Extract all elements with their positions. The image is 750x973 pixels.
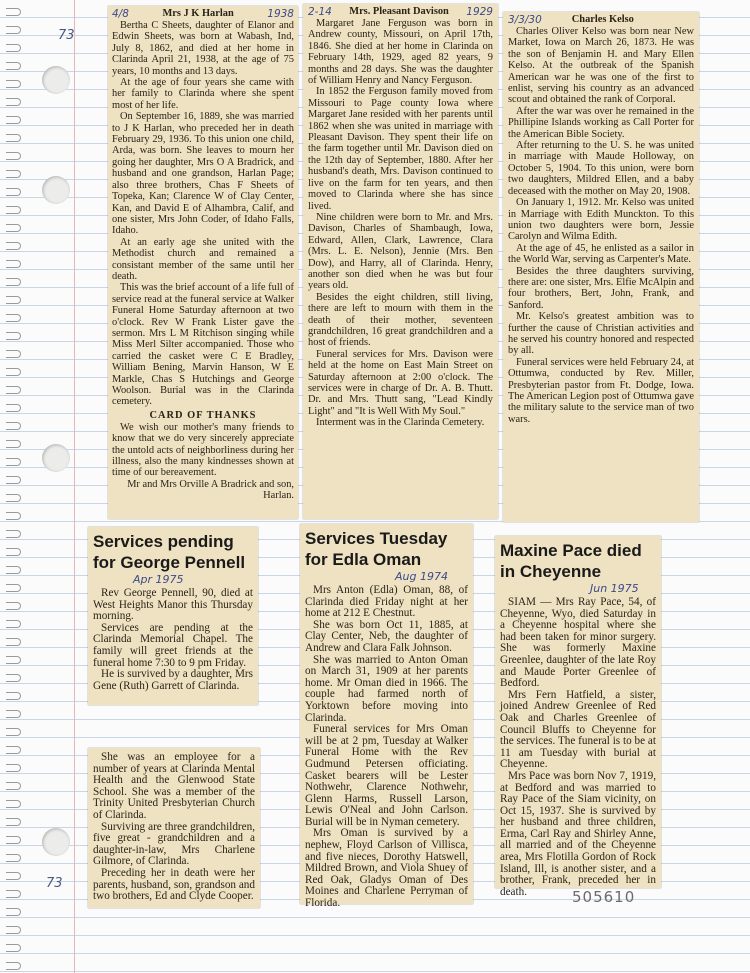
spiral-coil	[6, 818, 21, 826]
clipping-header	[112, 8, 294, 20]
spiral-coil	[6, 620, 21, 628]
obituary-title: Charles Kelso	[571, 14, 634, 25]
obituary-paragraph: She was born Oct 11, 1885, at Clay Center, Neb, the daughter of Andrew and Clara Falk Johnson.	[305, 618, 468, 654]
spiral-coil	[6, 422, 21, 430]
obituary-paragraph: Margaret Jane Ferguson was born in Andrew county, Missouri, on April 17th, 1846. She died at her home in Clarinda on February 14th, 1929, aged 82 years, 9 months and 28 days. She was the daughter of William Henry and Nancy Ferguson.	[308, 18, 493, 87]
spiral-coil	[6, 836, 21, 844]
obituary-paragraph: She was married to Anton Oman on March 31, 1909 at her parents home. Mr Oman died in 1966. The couple had farmed north of Yorktown before moving into Clarinda.	[305, 653, 468, 724]
obituary-paragraph: After returning to the U. S. he was united in marriage with Maude Holloway, on October 5, 1904. To this union, were born two daughters, Mildred Ellen, and a baby deceased with the mother on May 20, 1908.	[508, 140, 694, 197]
spiral-coil	[6, 782, 21, 790]
spiral-coil	[6, 80, 21, 88]
clipping-harlan	[108, 6, 298, 519]
obituary-paragraph: In 1852 the Ferguson family moved from Missouri to Page county Iowa where Margaret Jane resided with her parents until 1862 when she was united in marriage with Pleasant Davison. They spent their life on the farm together until Mr. Davison died on the 12th day of September, 1880. After her husband's death, Mrs. Davison continued to live on the farm for ten years, and then moved to Clarinda where she has since lived.	[308, 86, 493, 212]
obituary-paragraph: After the war was over he remained in the Phillipine Islands working as Call Porter for the American Bible Society.	[508, 105, 694, 140]
obituary-paragraph: Bertha C Sheets, daughter of Elanor and Edwin Sheets, was born at Wabash, Ind, July 8, 1862, and died at her home in Clarinda April 21, 1938, at the age of 75 years, 10 months and 13 days.	[112, 20, 294, 77]
spiral-coil	[6, 638, 21, 646]
spiral-coil	[6, 116, 21, 124]
spiral-coil	[6, 800, 21, 808]
obituary-paragraph: Mrs Fern Hatfield, a sister, joined Andrew Greenlee of Red Oak and Charles Greenlee of Council Bluffs to Cheyenne for the services. The funeral is to be at 11 am Tuesday with burial at Cheyenne.	[500, 688, 656, 771]
spiral-coil	[6, 350, 21, 358]
spiral-coil	[6, 98, 21, 106]
spiral-coil	[6, 746, 21, 754]
obituary-paragraph: Funeral services for Mrs Oman will be at 2 pm, Tuesday at Walker Funeral Home with the Rev Gudmund Petersen officiating. Casket bearers will be Lester Nothwehr, Clarence Nothwehr, Glenn Harms, Russell Larson, Lewis O'Neal and John Carlson. Burial will be in Nyman cemetery.	[305, 723, 468, 828]
obituary-paragraph: Preceding her in death were her parents, husband, son, grandson and two brothers, Ed and Clyde Cooper.	[93, 866, 255, 903]
date-note: 3/3/30	[508, 14, 542, 26]
spiral-coil	[6, 926, 21, 934]
spiral-coil	[6, 242, 21, 250]
spiral-coil	[6, 872, 21, 880]
date-note: Aug 1974	[395, 570, 448, 583]
spiral-coil	[6, 188, 21, 196]
obituary-paragraph: Mrs Oman is survived by a nephew, Floyd Carlson of Villisca, and five nieces, Dorothy Hatswell, Mildred Brown, and Viola Shuey of Red Oak, Gladys Oman of Des Moines and Charlene Perryman of Florida.	[305, 827, 468, 910]
spiral-coil	[6, 494, 21, 502]
spiral-coil	[6, 62, 21, 70]
card-of-thanks-text: We wish our mother's many friends to know that we do very sincerely appreciate the untold acts of neighborliness during her illness, also the many kindnesses shown at time of our bereavement.	[112, 421, 294, 479]
obituary-paragraph: Mr. Kelso's greatest ambition was to further the cause of Christian activities and he served his country honored and respected by all.	[508, 311, 694, 357]
punch-hole	[42, 444, 70, 472]
margin-note: 73	[46, 876, 63, 891]
card-of-thanks-heading: CARD OF THANKS	[149, 409, 257, 421]
punch-hole	[42, 828, 70, 856]
clipping-davison	[303, 4, 498, 519]
spiral-coil	[6, 44, 21, 52]
obituary-paragraph: On September 16, 1889, she was married to J K Harlan, who preceded her in death February 29, 1936. To this union one child, Arda, was born. She leaves to mourn her going her daughter, Mrs O A Bradrick, and husband and one grandson, Harlan Page; also three brothers, Chas F Sheets of Topeka, Kan; Clarence W of Clay Center, Kan, and David E of Alhambra, Calif, and one sister, Mrs John Coder, of Idaho Falls, Idaho.	[112, 111, 294, 237]
date-note: 4/8	[112, 8, 129, 20]
spiral-coil	[6, 278, 21, 286]
spiral-coil	[6, 656, 21, 664]
spiral-coil	[6, 512, 21, 520]
obituary-paragraph: This was the brief account of a life full of service read at the funeral service at Walker Funeral Home Saturday afternoon at two o'clock. Rev W Frank Lister gave the sermon. Mrs L M Ritchison singing while Miss Merl Silter accompanied. Those who carried the casket were C E Bradley, William Bening, Marvin Hanson, W E Markle, Chas S Hutchings and George Woolson. Burial was in the Clarinda cemetery.	[112, 282, 294, 408]
spiral-coil	[6, 170, 21, 178]
date-note: Apr 1975	[133, 573, 184, 586]
spiral-coil	[6, 26, 21, 34]
spiral-coil	[6, 944, 21, 952]
spiral-coil	[6, 152, 21, 160]
punch-hole	[42, 176, 70, 204]
spiral-coil	[6, 8, 21, 16]
obituary-paragraph: Services are pending at the Clarinda Memorial Chapel. The family will greet friends at the funeral home 7:30 to 9 pm Friday.	[93, 621, 253, 669]
spiral-coil	[6, 854, 21, 862]
obituary-paragraph: At the age of 45, he enlisted as a sailor in the World War, serving as Carpenter's Mate.	[508, 242, 694, 266]
spiral-coil	[6, 530, 21, 538]
spiral-coil	[6, 386, 21, 394]
obituary-paragraph: Besides the three daughters surviving, there are: one sister, Mrs. Elfie McAlpin and four brothers, Bert, John, Frank, and Sanford.	[508, 265, 694, 311]
spiral-coil	[6, 602, 21, 610]
year-note: 1929	[466, 6, 493, 18]
obituary-paragraph: Nine children were born to Mr. and Mrs. Davison, Charles of Shambaugh, Iowa, Edward, Allen, Clark, Lawrence, Clara (Mrs. L. E. Nelson), Jennie (Mrs. Ben Dow), and Harry, all of Clarinda. Henry, another son died when he was but four years old.	[308, 211, 493, 292]
spiral-coil	[6, 440, 21, 448]
spiral-coil	[6, 134, 21, 142]
spiral-coil	[6, 548, 21, 556]
spiral-coil	[6, 458, 21, 466]
spiral-coil	[6, 908, 21, 916]
obituary-paragraph: Mrs Pace was born Nov 7, 1919, at Bedford and was married to Ray Pace of the Siam vicinity, on Oct 15, 1937. She is survived by her husband and three children, Erma, Carl Ray and Shirley Anne, all married and of the Cheyenne area, Mrs Flotilla Gordon of Rock Island, Ill, is another sister, and a brother, Frank, preceded her in death.	[500, 769, 656, 898]
clipping-header	[508, 14, 694, 26]
obituary-paragraph: Rev George Pennell, 90, died at West Heights Manor this Thursday morning.	[93, 587, 253, 623]
spiral-coil	[6, 206, 21, 214]
spiral-coil	[6, 332, 21, 340]
date-note: Jun 1975	[590, 582, 639, 595]
spiral-coil	[6, 476, 21, 484]
spiral-coil	[6, 728, 21, 736]
spiral-coil	[6, 890, 21, 898]
clipping-employee	[88, 748, 260, 908]
date-note: 2-14	[308, 6, 332, 18]
spiral-coil	[6, 260, 21, 268]
obituary-paragraph: She was an employee for a number of years at Clarinda Mental Health and the Glenwood State School. She was a member of the Trinity United Presbyterian Church of Clarinda.	[93, 751, 255, 821]
obituary-paragraph: Mrs Anton (Edla) Oman, 88, of Clarinda died Friday night at her home at 212 E Chestnut.	[305, 584, 468, 620]
obituary-paragraph: On January 1, 1912. Mr. Kelso was united in Marriage with Edith Munckton. To this union two daughters were born, Jessie Carolyn and Wilma Edith.	[508, 197, 694, 243]
spiral-binding	[0, 0, 24, 973]
spiral-coil	[6, 584, 21, 592]
spiral-coil	[6, 314, 21, 322]
margin-rule	[74, 0, 75, 973]
clipping-kelso	[503, 12, 699, 522]
obituary-paragraph: Surviving are three grandchildren, five great - grandchildren and a daughter-in-law, Mrs Charlene Gilmore, of Clarinda.	[93, 820, 255, 868]
spiral-coil	[6, 224, 21, 232]
headline: Services Tuesday for Edla Oman	[305, 529, 448, 569]
obituary-paragraph: At the age of four years she came with her family to Clarinda where she spent most of her life.	[112, 77, 294, 111]
obituary-paragraph: At an early age she united with the Methodist church and remained a consistant member of the same until her death.	[112, 236, 294, 282]
spiral-coil	[6, 566, 21, 574]
obituary-paragraph: Funeral services were held February 24, at Ottumwa, conducted by Rev. Miller, Presbyterian pastor from Ft. Dodge, Iowa. The American Legion post of Ottumwa gave the military salute to the service man of two wars.	[508, 356, 694, 425]
spiral-coil	[6, 692, 21, 700]
spiral-coil	[6, 368, 21, 376]
card-of-thanks-signature: Mr and Mrs Orville A Bradrick and son, Harlan.	[127, 478, 294, 502]
clipping-header	[308, 6, 493, 18]
obituary-paragraph: Interment was in the Clarinda Cemetery.	[316, 417, 485, 429]
clipping-oman	[300, 524, 473, 910]
spiral-coil	[6, 764, 21, 772]
spiral-coil	[6, 710, 21, 718]
obituary-paragraph: He is survived by a daughter, Mrs Gene (Ruth) Garrett of Clarinda.	[93, 668, 253, 692]
obituary-paragraph: Besides the eight children, still living, there are left to mourn with them in the death of their mother, seventeen grandchildren, 16 great grandchildren and a host of friends.	[308, 291, 493, 349]
spiral-coil	[6, 404, 21, 412]
obituary-title: Mrs. Pleasant Davison	[349, 6, 449, 17]
obituary-paragraph: Funeral services for Mrs. Davison were held at the home on East Main Street on Saturday afternoon at 2:00 o'clock. The services were in charge of Dr. A. B. Thutt. Dr. and Mrs. Thutt sang, "Lead Kindly Light" and "It is Well With My Soul."	[308, 348, 493, 417]
obituary-paragraph: Charles Oliver Kelso was born near New Market, Iowa on March 26, 1873. He was the son of Benjamin H. and Mary Ellen Kelso. At the outbreak of the Spanish American war he was one of the first to enlist, serving his country as an advanced scout and obtained the rank of Corporal.	[508, 26, 694, 106]
obituary-title: Mrs J K Harlan	[162, 8, 234, 19]
headline: Services pending for George Pennell	[93, 532, 246, 572]
margin-note: 73	[58, 28, 75, 43]
obituary-paragraph: SIAM — Mrs Ray Pace, 54, of Cheyenne, Wyo, died Saturday in a Cheyenne hospital where she had been taken for minor surgery. She was formerly Maxine Greenlee, daughter of the late Roy and Maude Porter Greenlee of Bedford.	[500, 596, 656, 690]
spiral-coil	[6, 296, 21, 304]
page-stamp: 505610	[572, 888, 636, 906]
spiral-coil	[6, 962, 21, 970]
year-note: 1938	[267, 8, 294, 20]
clipping-pennell	[88, 527, 258, 705]
spiral-coil	[6, 674, 21, 682]
punch-hole	[42, 66, 70, 94]
headline: Maxine Pace died in Cheyenne	[500, 541, 642, 581]
